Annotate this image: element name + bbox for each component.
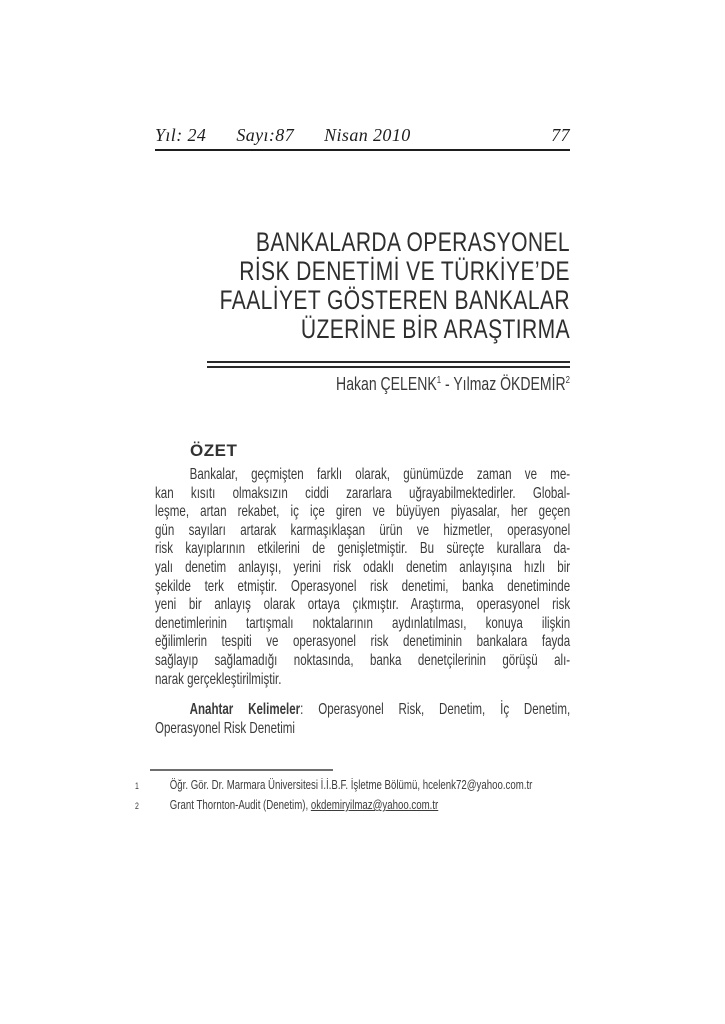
footnote-2-marker: 2 bbox=[135, 801, 139, 811]
abstract-line: kan kısıtı olmaksızın ciddi zararlara uğrayabilmektedirler. Global- bbox=[155, 484, 571, 502]
footnote-2 bbox=[135, 796, 568, 816]
header-year: Yıl: 24 bbox=[155, 125, 207, 145]
abstract-line: Bankalar, geçmişten farklı olarak, günümüzde zaman ve me- bbox=[189, 466, 571, 483]
footnote-separator-rule bbox=[150, 769, 333, 771]
abstract-line: şekilde terk etmiştir. Operasyonel risk denetimi, banka denetiminde bbox=[155, 577, 571, 595]
footnote-2-email-link[interactable]: okdemiryilmaz@yahoo.com.tr bbox=[310, 798, 439, 812]
footnote-2-prefix: Grant Thornton-Audit (Denetim), bbox=[169, 798, 311, 812]
keywords-line-1 bbox=[155, 701, 570, 720]
author-line bbox=[164, 374, 570, 395]
title-line-2: RİSK DENETİMİ VE TÜRKİYE’DE bbox=[239, 256, 570, 286]
author-separator: - bbox=[444, 374, 450, 394]
abstract-line: narak gerçekleştirilmiştir. bbox=[155, 670, 282, 688]
abstract-line: gün sayıları artarak karmaşıklaşan ürün ve hizmetler, operasyonel bbox=[155, 521, 571, 539]
abstract-paragraph bbox=[155, 466, 570, 689]
abstract-line: leşme, artan rekabet, iç içe giren ve büyüyen piyasalar, her geçen bbox=[155, 503, 571, 521]
author-1-footnote-ref: 1 bbox=[436, 375, 442, 386]
header-page-number: 77 bbox=[551, 125, 570, 145]
header-date: Nisan 2010 bbox=[324, 125, 411, 145]
abstract-line: yeni bir anlayış olarak ortaya çıkmıştır. Araştırma, operasyonel risk bbox=[155, 596, 571, 614]
keywords-block bbox=[155, 701, 570, 738]
author-1-name: Hakan ÇELENK bbox=[336, 374, 437, 394]
footnotes-block bbox=[135, 776, 568, 816]
abstract-line: denetimlerinin tartışmalı noktalarının aydınlatılması, konuya ilişkin bbox=[155, 614, 571, 632]
keywords-label: Anahtar Kelimeler bbox=[189, 701, 301, 718]
keywords-rest: : Operasyonel Risk, Denetim, İç Denetim, bbox=[300, 701, 571, 718]
journal-header bbox=[155, 125, 570, 151]
title-line-1: BANKALARDA OPERASYONEL bbox=[255, 227, 570, 257]
title-double-rule bbox=[207, 361, 570, 368]
author-2-footnote-ref: 2 bbox=[565, 375, 570, 386]
title-line-3: FAALİYET GÖSTEREN BANKALAR bbox=[219, 285, 570, 315]
article-title bbox=[86, 228, 570, 344]
footnote-2-text bbox=[170, 796, 568, 816]
keywords-line-2: Operasyonel Risk Denetimi bbox=[155, 719, 295, 737]
abstract-heading: ÖZET bbox=[190, 441, 238, 460]
abstract-line: eğilimlerin tespiti ve operasyonel risk denetiminin bankalara fayda bbox=[155, 633, 571, 651]
footnote-1 bbox=[135, 776, 568, 796]
abstract-line: risk kayıplarının etkilerini de genişletmiştir. Bu süreçte kurallara da- bbox=[155, 540, 571, 558]
footnote-1-marker: 1 bbox=[135, 781, 139, 791]
abstract-line: sağlayıp sağlamadığı noktasında, banka denetçilerinin görüşü alı- bbox=[155, 651, 571, 669]
header-issue: Sayı:87 bbox=[236, 125, 295, 145]
title-line-4: ÜZERİNE BİR ARAŞTIRMA bbox=[300, 314, 570, 344]
abstract-line: yalı denetim anlayışı, yerini risk odaklı denetim anlayışına hızlı bir bbox=[155, 558, 571, 576]
footnote-1-text: Öğr. Gör. Dr. Marmara Üniversitesi İ.İ.B.F. İşletme Bölümü, hcelenk72@yahoo.com.tr bbox=[169, 778, 533, 792]
author-2-name: Yılmaz ÖKDEMİR bbox=[453, 374, 566, 394]
